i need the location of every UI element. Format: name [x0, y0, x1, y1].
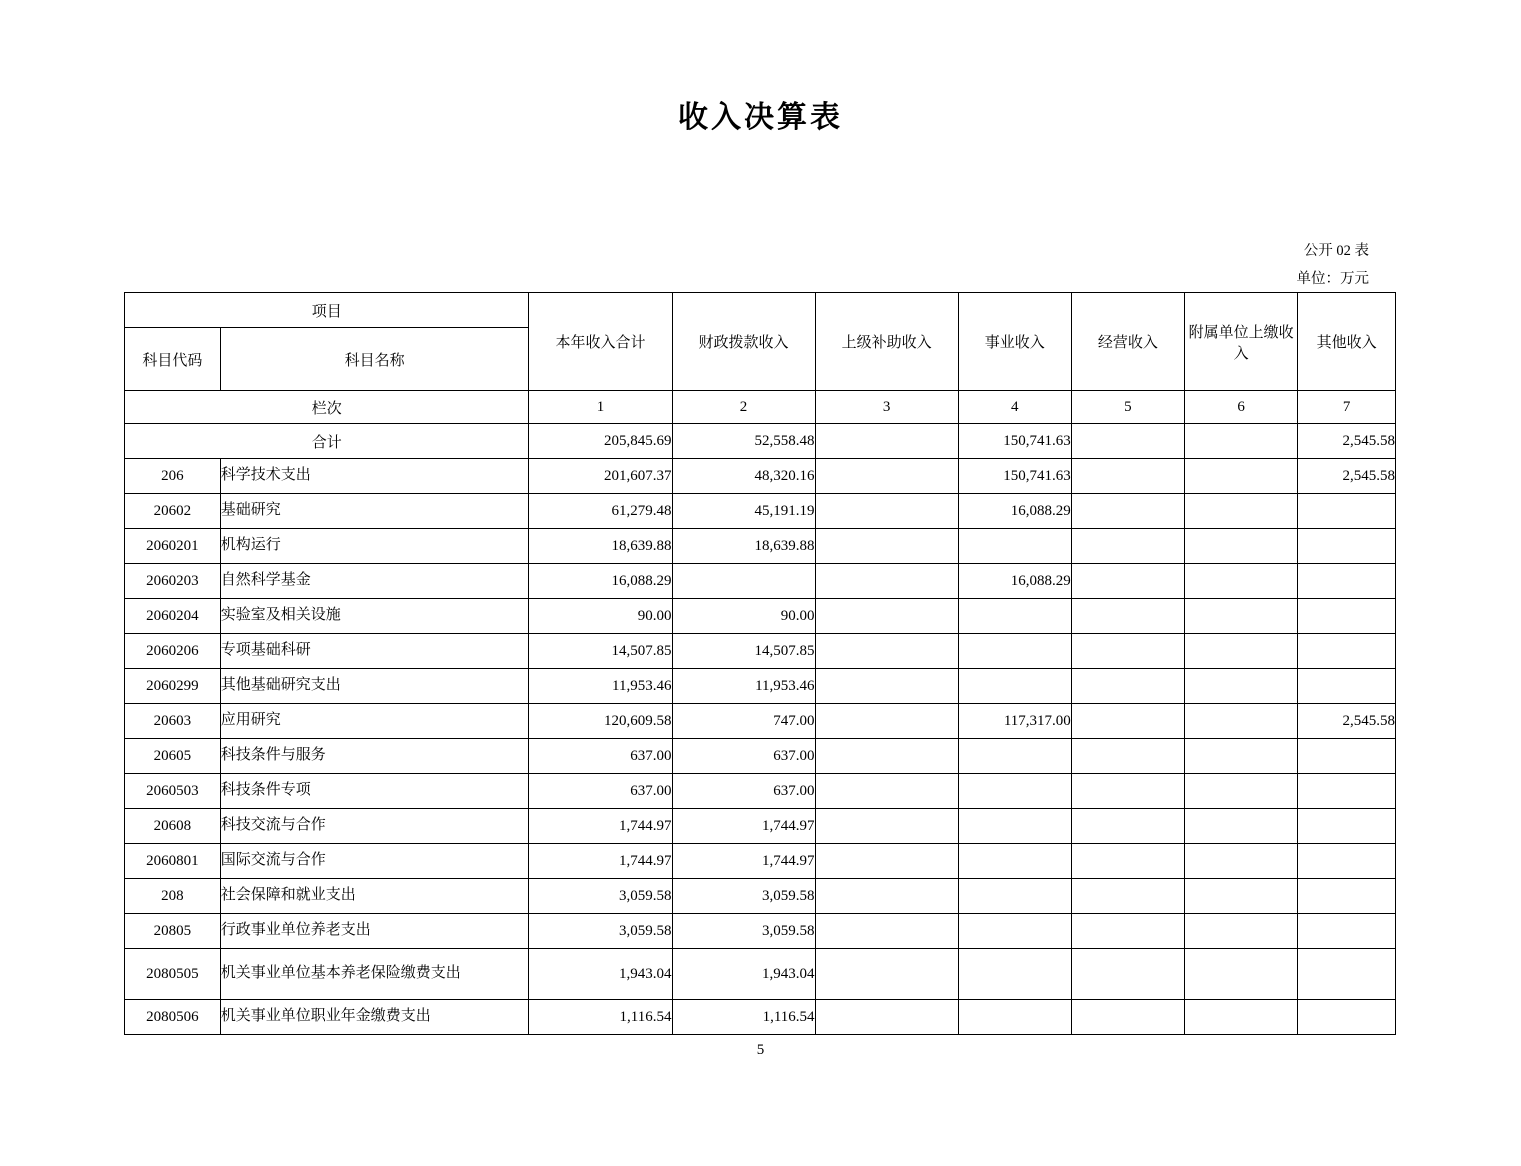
row-value-2: 48,320.16 [672, 459, 815, 494]
row-name: 行政事业单位养老支出 [220, 914, 529, 949]
row-value-6 [1185, 879, 1298, 914]
row-value-7: 2,545.58 [1298, 704, 1396, 739]
table-row [125, 459, 1396, 494]
column-index-4: 4 [958, 391, 1071, 424]
row-code: 2060203 [125, 564, 221, 599]
table-row [125, 634, 1396, 669]
row-value-6 [1185, 774, 1298, 809]
document-page [0, 92, 1521, 1166]
row-value-6 [1185, 739, 1298, 774]
table-row [125, 774, 1396, 809]
column-index-1: 1 [529, 391, 672, 424]
row-value-5 [1071, 599, 1184, 634]
row-value-3 [815, 914, 958, 949]
row-value-4 [958, 774, 1071, 809]
row-value-4 [958, 879, 1071, 914]
row-value-6 [1185, 669, 1298, 704]
row-value-4 [958, 669, 1071, 704]
row-code: 206 [125, 459, 221, 494]
column-index-5: 5 [1071, 391, 1184, 424]
row-code: 2080506 [125, 1000, 221, 1035]
row-value-3 [815, 1000, 958, 1035]
row-value-4 [958, 949, 1071, 1000]
header-col-2: 财政拨款收入 [672, 293, 815, 391]
row-value-5 [1071, 669, 1184, 704]
table-row [125, 494, 1396, 529]
row-value-2: 747.00 [672, 704, 815, 739]
row-value-4 [958, 809, 1071, 844]
row-value-5 [1071, 739, 1184, 774]
row-value-6 [1185, 564, 1298, 599]
row-value-4: 117,317.00 [958, 704, 1071, 739]
income-final-accounts-table [124, 292, 1396, 1035]
header-col-7: 其他收入 [1298, 293, 1396, 391]
table-row [125, 669, 1396, 704]
row-value-1: 61,279.48 [529, 494, 672, 529]
table-row [125, 599, 1396, 634]
column-index-6: 6 [1185, 391, 1298, 424]
row-name: 机构运行 [220, 529, 529, 564]
row-code: 2060201 [125, 529, 221, 564]
row-name: 专项基础科研 [220, 634, 529, 669]
header-col-3: 上级补助收入 [815, 293, 958, 391]
row-value-1: 201,607.37 [529, 459, 672, 494]
row-value-3 [815, 809, 958, 844]
row-name: 科学技术支出 [220, 459, 529, 494]
row-name: 其他基础研究支出 [220, 669, 529, 704]
row-value-1: 11,953.46 [529, 669, 672, 704]
row-value-1: 14,507.85 [529, 634, 672, 669]
row-value-3 [815, 739, 958, 774]
row-value-7 [1298, 879, 1396, 914]
row-value-4: 16,088.29 [958, 494, 1071, 529]
row-value-1: 637.00 [529, 739, 672, 774]
row-value-7 [1298, 669, 1396, 704]
total-row [125, 424, 1396, 459]
row-code: 20608 [125, 809, 221, 844]
column-index-3: 3 [815, 391, 958, 424]
row-code: 20605 [125, 739, 221, 774]
table-row [125, 809, 1396, 844]
total-value-5 [1071, 424, 1184, 459]
row-value-4 [958, 634, 1071, 669]
row-value-1: 1,116.54 [529, 1000, 672, 1035]
row-code: 2060503 [125, 774, 221, 809]
row-value-4 [958, 599, 1071, 634]
table-row [125, 564, 1396, 599]
row-value-7 [1298, 949, 1396, 1000]
row-value-3 [815, 564, 958, 599]
row-value-7 [1298, 809, 1396, 844]
page-title: 收入决算表 [678, 101, 843, 134]
row-value-5 [1071, 774, 1184, 809]
table-row [125, 844, 1396, 879]
row-value-7 [1298, 564, 1396, 599]
row-value-2: 1,116.54 [672, 1000, 815, 1035]
row-value-6 [1185, 634, 1298, 669]
row-value-6 [1185, 914, 1298, 949]
row-code: 208 [125, 879, 221, 914]
column-index-row [125, 391, 1396, 424]
total-value-7: 2,545.58 [1298, 424, 1396, 459]
table-row [125, 949, 1396, 1000]
row-value-1: 637.00 [529, 774, 672, 809]
row-name: 科技条件与服务 [220, 739, 529, 774]
row-value-1: 16,088.29 [529, 564, 672, 599]
row-value-1: 1,744.97 [529, 844, 672, 879]
row-value-6 [1185, 844, 1298, 879]
finance-table [124, 292, 1396, 1035]
row-name: 应用研究 [220, 704, 529, 739]
row-value-3 [815, 669, 958, 704]
table-header-row-1 [125, 293, 1396, 328]
row-value-5 [1071, 949, 1184, 1000]
total-label: 合计 [125, 424, 529, 459]
document-meta [1297, 238, 1370, 293]
row-value-7 [1298, 739, 1396, 774]
total-value-6 [1185, 424, 1298, 459]
table-row [125, 1000, 1396, 1035]
row-value-7 [1298, 774, 1396, 809]
row-value-2: 637.00 [672, 774, 815, 809]
row-name: 科技交流与合作 [220, 809, 529, 844]
row-value-1: 18,639.88 [529, 529, 672, 564]
row-code: 2060299 [125, 669, 221, 704]
row-value-3 [815, 459, 958, 494]
row-code: 2060204 [125, 599, 221, 634]
row-value-1: 120,609.58 [529, 704, 672, 739]
row-code: 20602 [125, 494, 221, 529]
column-index-label: 栏次 [125, 391, 529, 424]
row-value-7 [1298, 599, 1396, 634]
row-value-4 [958, 529, 1071, 564]
row-value-3 [815, 599, 958, 634]
row-value-6 [1185, 704, 1298, 739]
row-value-2: 637.00 [672, 739, 815, 774]
row-value-2 [672, 564, 815, 599]
row-value-7 [1298, 1000, 1396, 1035]
row-value-6 [1185, 1000, 1298, 1035]
row-value-4 [958, 914, 1071, 949]
row-name: 机关事业单位基本养老保险缴费支出 [220, 949, 529, 1000]
row-value-6 [1185, 949, 1298, 1000]
row-value-7 [1298, 914, 1396, 949]
row-value-2: 1,744.97 [672, 844, 815, 879]
row-value-2: 3,059.58 [672, 914, 815, 949]
row-value-7 [1298, 634, 1396, 669]
row-value-7: 2,545.58 [1298, 459, 1396, 494]
row-value-3 [815, 494, 958, 529]
row-value-6 [1185, 529, 1298, 564]
row-value-5 [1071, 1000, 1184, 1035]
header-code: 科目代码 [125, 328, 221, 391]
row-value-5 [1071, 809, 1184, 844]
page-number: 5 [756, 1042, 765, 1058]
row-value-4: 150,741.63 [958, 459, 1071, 494]
row-name: 实验室及相关设施 [220, 599, 529, 634]
row-value-4 [958, 739, 1071, 774]
row-value-2: 18,639.88 [672, 529, 815, 564]
row-value-3 [815, 949, 958, 1000]
row-value-2: 11,953.46 [672, 669, 815, 704]
header-name: 科目名称 [220, 328, 529, 391]
row-value-3 [815, 529, 958, 564]
row-value-5 [1071, 529, 1184, 564]
row-code: 20805 [125, 914, 221, 949]
row-name: 社会保障和就业支出 [220, 879, 529, 914]
unit-note: 单位：万元 [1296, 270, 1369, 287]
header-col-4: 事业收入 [958, 293, 1071, 391]
row-value-1: 3,059.58 [529, 914, 672, 949]
header-group-item: 项目 [125, 293, 529, 328]
row-value-1: 3,059.58 [529, 879, 672, 914]
header-col-6: 附属单位上缴收入 [1185, 293, 1298, 391]
total-value-3 [815, 424, 958, 459]
row-value-2: 14,507.85 [672, 634, 815, 669]
row-name: 自然科学基金 [220, 564, 529, 599]
row-value-4 [958, 844, 1071, 879]
table-row [125, 879, 1396, 914]
row-value-3 [815, 634, 958, 669]
row-code: 20603 [125, 704, 221, 739]
header-col-1: 本年收入合计 [529, 293, 672, 391]
row-value-6 [1185, 809, 1298, 844]
row-value-3 [815, 879, 958, 914]
row-code: 2060206 [125, 634, 221, 669]
header-col-5: 经营收入 [1071, 293, 1184, 391]
row-value-5 [1071, 459, 1184, 494]
row-value-1: 90.00 [529, 599, 672, 634]
row-value-2: 1,744.97 [672, 809, 815, 844]
row-value-5 [1071, 494, 1184, 529]
row-code: 2080505 [125, 949, 221, 1000]
row-value-2: 45,191.19 [672, 494, 815, 529]
row-value-6 [1185, 494, 1298, 529]
row-name: 基础研究 [220, 494, 529, 529]
table-row [125, 704, 1396, 739]
row-value-6 [1185, 599, 1298, 634]
table-row [125, 739, 1396, 774]
row-value-5 [1071, 844, 1184, 879]
row-value-5 [1071, 564, 1184, 599]
row-value-5 [1071, 704, 1184, 739]
table-row [125, 529, 1396, 564]
row-value-7 [1298, 529, 1396, 564]
row-value-5 [1071, 634, 1184, 669]
row-value-1: 1,943.04 [529, 949, 672, 1000]
row-value-3 [815, 844, 958, 879]
total-value-1: 205,845.69 [529, 424, 672, 459]
row-value-6 [1185, 459, 1298, 494]
row-value-7 [1298, 494, 1396, 529]
row-value-4 [958, 1000, 1071, 1035]
row-value-2: 90.00 [672, 599, 815, 634]
row-value-2: 1,943.04 [672, 949, 815, 1000]
form-number: 公开 02 表 [1303, 243, 1369, 259]
row-value-3 [815, 774, 958, 809]
column-index-7: 7 [1298, 391, 1396, 424]
row-name: 科技条件专项 [220, 774, 529, 809]
row-value-7 [1298, 844, 1396, 879]
row-code: 2060801 [125, 844, 221, 879]
column-index-2: 2 [672, 391, 815, 424]
row-value-5 [1071, 879, 1184, 914]
row-value-3 [815, 704, 958, 739]
row-value-2: 3,059.58 [672, 879, 815, 914]
row-name: 机关事业单位职业年金缴费支出 [220, 1000, 529, 1035]
total-value-2: 52,558.48 [672, 424, 815, 459]
table-row [125, 914, 1396, 949]
total-value-4: 150,741.63 [958, 424, 1071, 459]
row-value-5 [1071, 914, 1184, 949]
row-name: 国际交流与合作 [220, 844, 529, 879]
row-value-4: 16,088.29 [958, 564, 1071, 599]
row-value-1: 1,744.97 [529, 809, 672, 844]
